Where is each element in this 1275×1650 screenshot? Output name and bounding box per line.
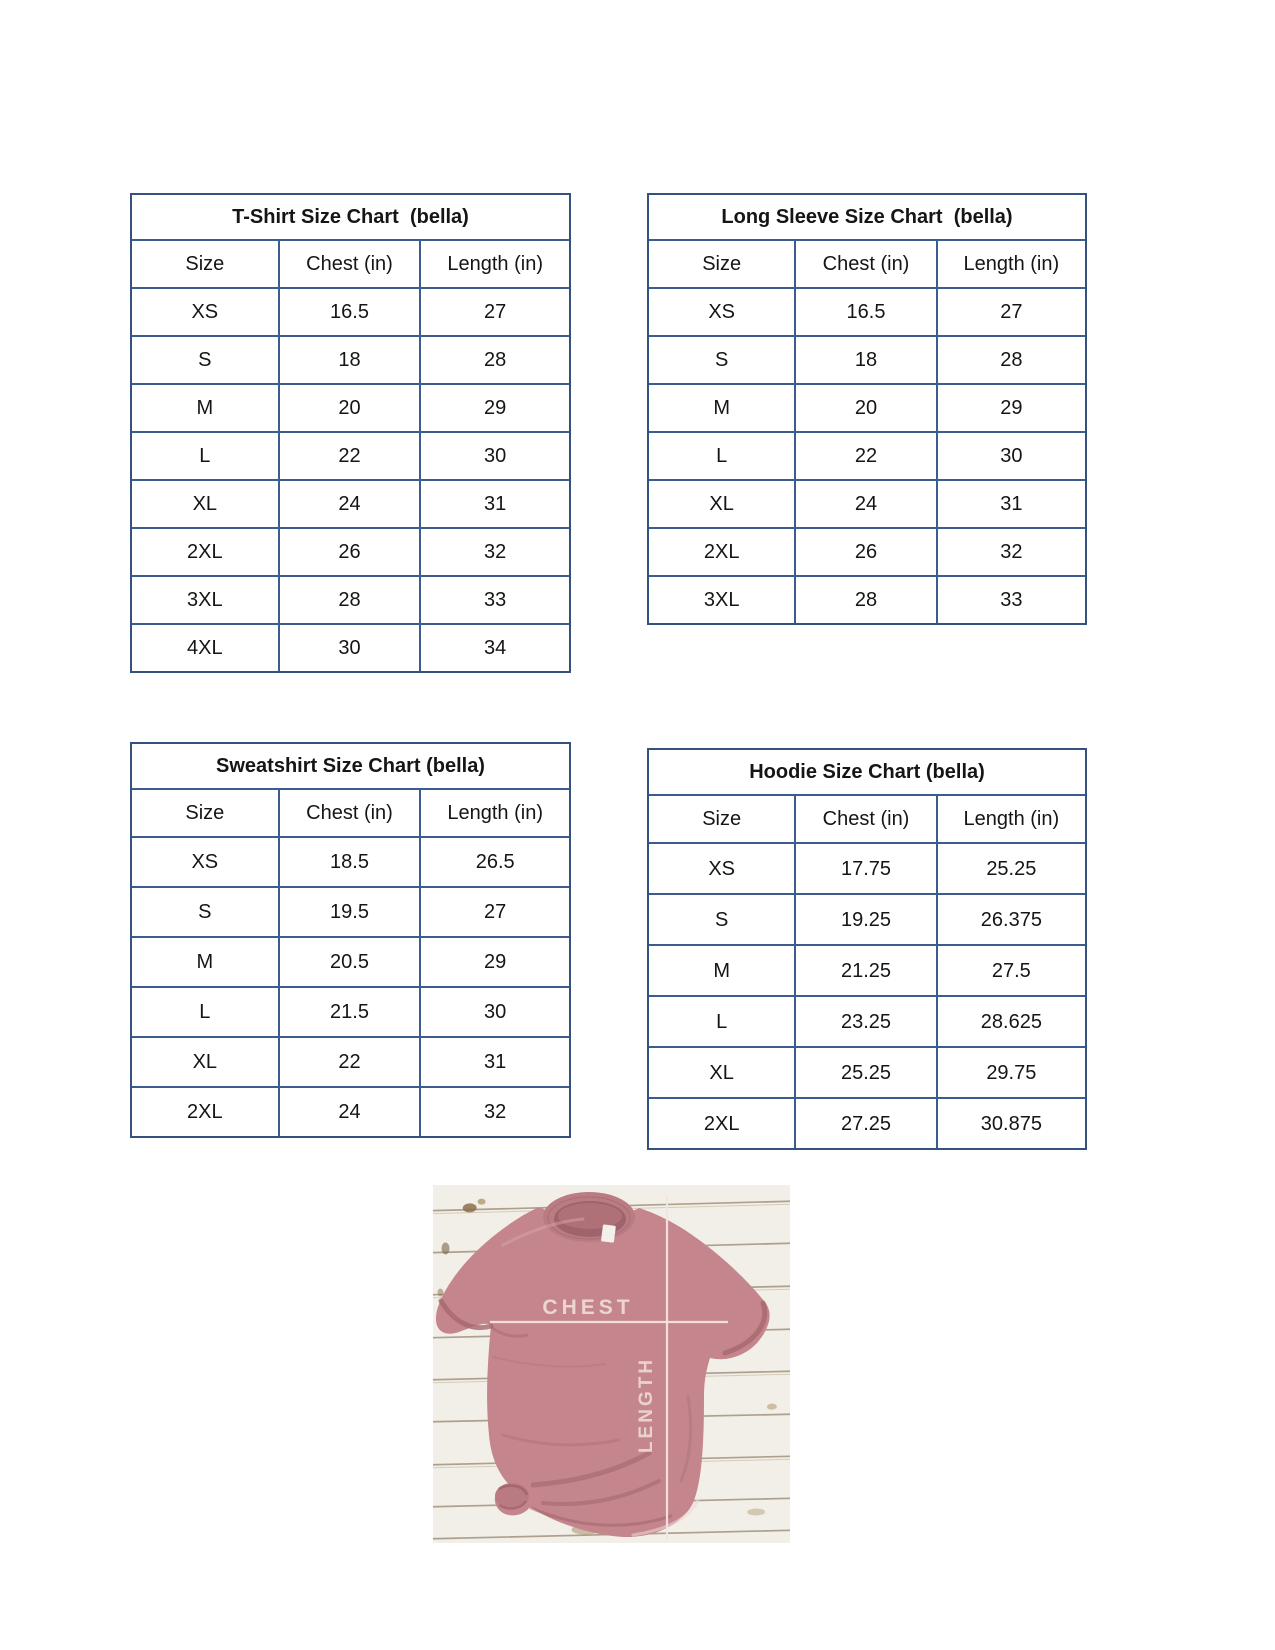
sweatshirt-row3-col2: 30: [421, 988, 569, 1036]
hoodie-row3-col1: 23.25: [796, 997, 935, 1046]
tshirt-knot: [495, 1483, 529, 1509]
tshirt-row2-col0: M: [132, 385, 278, 431]
longsleeve-row4-col1: 24: [796, 481, 935, 527]
sweatshirt-size-table: [130, 742, 571, 1138]
tshirt-row7-col0: 4XL: [132, 625, 278, 671]
hoodie-row0-col1: 17.75: [796, 844, 935, 893]
tshirt-row3-col1: 22: [280, 433, 420, 479]
longsleeve-row0-col0: XS: [649, 289, 794, 335]
hoodie-row2-col0: M: [649, 946, 794, 995]
longsleeve-row4-col0: XL: [649, 481, 794, 527]
sweatshirt-row5-col2: 32: [421, 1088, 569, 1136]
sweatshirt-row5-col0: 2XL: [132, 1088, 278, 1136]
hoodie-row5-col1: 27.25: [796, 1099, 935, 1148]
hoodie-size-table: [647, 748, 1087, 1150]
collar-tag: [601, 1224, 616, 1242]
longsleeve-row5-col0: 2XL: [649, 529, 794, 575]
sweatshirt-row3-col0: L: [132, 988, 278, 1036]
longsleeve-row4-col2: 31: [938, 481, 1085, 527]
hoodie-header-col2: Length (in): [938, 796, 1085, 842]
hoodie-row1-col2: 26.375: [938, 895, 1085, 944]
hoodie-header-col0: Size: [649, 796, 794, 842]
hoodie-row2-col2: 27.5: [938, 946, 1085, 995]
tshirt-row3-col0: L: [132, 433, 278, 479]
longsleeve-row5-col1: 26: [796, 529, 935, 575]
sweatshirt-row5-col1: 24: [280, 1088, 420, 1136]
hoodie-header-col1: Chest (in): [796, 796, 935, 842]
longsleeve-row2-col1: 20: [796, 385, 935, 431]
longsleeve-row1-col2: 28: [938, 337, 1085, 383]
sweatshirt-row1-col1: 19.5: [280, 888, 420, 936]
tshirt-row5-col1: 26: [280, 529, 420, 575]
longsleeve-row5-col2: 32: [938, 529, 1085, 575]
tshirt-row0-col2: 27: [421, 289, 569, 335]
tshirt-row2-col2: 29: [421, 385, 569, 431]
chest-label: CHEST: [542, 1296, 634, 1319]
tshirt-row0-col0: XS: [132, 289, 278, 335]
longsleeve-row1-col0: S: [649, 337, 794, 383]
tshirt-row4-col0: XL: [132, 481, 278, 527]
tshirt-header-col1: Chest (in): [280, 241, 420, 287]
tshirt-header-col2: Length (in): [421, 241, 569, 287]
tshirt-row0-col1: 16.5: [280, 289, 420, 335]
sweatshirt-row2-col0: M: [132, 938, 278, 986]
tshirt-row7-col1: 30: [280, 625, 420, 671]
sweatshirt-header-col1: Chest (in): [280, 790, 420, 836]
sweatshirt-row4-col2: 31: [421, 1038, 569, 1086]
sweatshirt-title: Sweatshirt Size Chart (bella): [132, 744, 569, 788]
hoodie-row4-col2: 29.75: [938, 1048, 1085, 1097]
tshirt-row5-col0: 2XL: [132, 529, 278, 575]
sweatshirt-header-col0: Size: [132, 790, 278, 836]
sweatshirt-row3-col1: 21.5: [280, 988, 420, 1036]
longsleeve-header-col1: Chest (in): [796, 241, 935, 287]
hoodie-row4-col1: 25.25: [796, 1048, 935, 1097]
tshirt-row2-col1: 20: [280, 385, 420, 431]
longsleeve-row3-col2: 30: [938, 433, 1085, 479]
hoodie-row0-col0: XS: [649, 844, 794, 893]
tshirt-row7-col2: 34: [421, 625, 569, 671]
longsleeve-row0-col1: 16.5: [796, 289, 935, 335]
tshirt-header-col0: Size: [132, 241, 278, 287]
longsleeve-header-col0: Size: [649, 241, 794, 287]
hoodie-row1-col1: 19.25: [796, 895, 935, 944]
sweatshirt-row1-col0: S: [132, 888, 278, 936]
hoodie-row3-col0: L: [649, 997, 794, 1046]
longsleeve-title: Long Sleeve Size Chart (bella): [649, 195, 1085, 239]
tshirt-row3-col2: 30: [421, 433, 569, 479]
hoodie-row0-col2: 25.25: [938, 844, 1085, 893]
tshirt-measurement-photo: [433, 1185, 790, 1543]
sweatshirt-row2-col2: 29: [421, 938, 569, 986]
hoodie-row4-col0: XL: [649, 1048, 794, 1097]
hoodie-row5-col2: 30.875: [938, 1099, 1085, 1148]
sweatshirt-row4-col1: 22: [280, 1038, 420, 1086]
tshirt-title: T-Shirt Size Chart (bella): [132, 195, 569, 239]
sweatshirt-row4-col0: XL: [132, 1038, 278, 1086]
tshirt-row6-col2: 33: [421, 577, 569, 623]
longsleeve-row3-col0: L: [649, 433, 794, 479]
hoodie-row1-col0: S: [649, 895, 794, 944]
length-label: LENGTH: [636, 1356, 657, 1454]
sweatshirt-row0-col1: 18.5: [280, 838, 420, 886]
longsleeve-row3-col1: 22: [796, 433, 935, 479]
sweatshirt-header-col2: Length (in): [421, 790, 569, 836]
hoodie-title: Hoodie Size Chart (bella): [649, 750, 1085, 794]
hoodie-row2-col1: 21.25: [796, 946, 935, 995]
longsleeve-row6-col2: 33: [938, 577, 1085, 623]
hoodie-row5-col0: 2XL: [649, 1099, 794, 1148]
sweatshirt-row0-col0: XS: [132, 838, 278, 886]
tshirt-row4-col1: 24: [280, 481, 420, 527]
sweatshirt-row1-col2: 27: [421, 888, 569, 936]
longsleeve-row0-col2: 27: [938, 289, 1085, 335]
hoodie-row3-col2: 28.625: [938, 997, 1085, 1046]
longsleeve-header-col2: Length (in): [938, 241, 1085, 287]
tshirt-row6-col0: 3XL: [132, 577, 278, 623]
tshirt-row1-col0: S: [132, 337, 278, 383]
longsleeve-row1-col1: 18: [796, 337, 935, 383]
longsleeve-row6-col1: 28: [796, 577, 935, 623]
tshirt-row6-col1: 28: [280, 577, 420, 623]
tshirt-row4-col2: 31: [421, 481, 569, 527]
tshirt-row5-col2: 32: [421, 529, 569, 575]
longsleeve-row2-col2: 29: [938, 385, 1085, 431]
longsleeve-row2-col0: M: [649, 385, 794, 431]
longsleeve-size-table: [647, 193, 1087, 625]
tshirt-row1-col2: 28: [421, 337, 569, 383]
sweatshirt-row0-col2: 26.5: [421, 838, 569, 886]
sweatshirt-row2-col1: 20.5: [280, 938, 420, 986]
tshirt-row1-col1: 18: [280, 337, 420, 383]
longsleeve-row6-col0: 3XL: [649, 577, 794, 623]
tshirt-size-table: [130, 193, 571, 673]
